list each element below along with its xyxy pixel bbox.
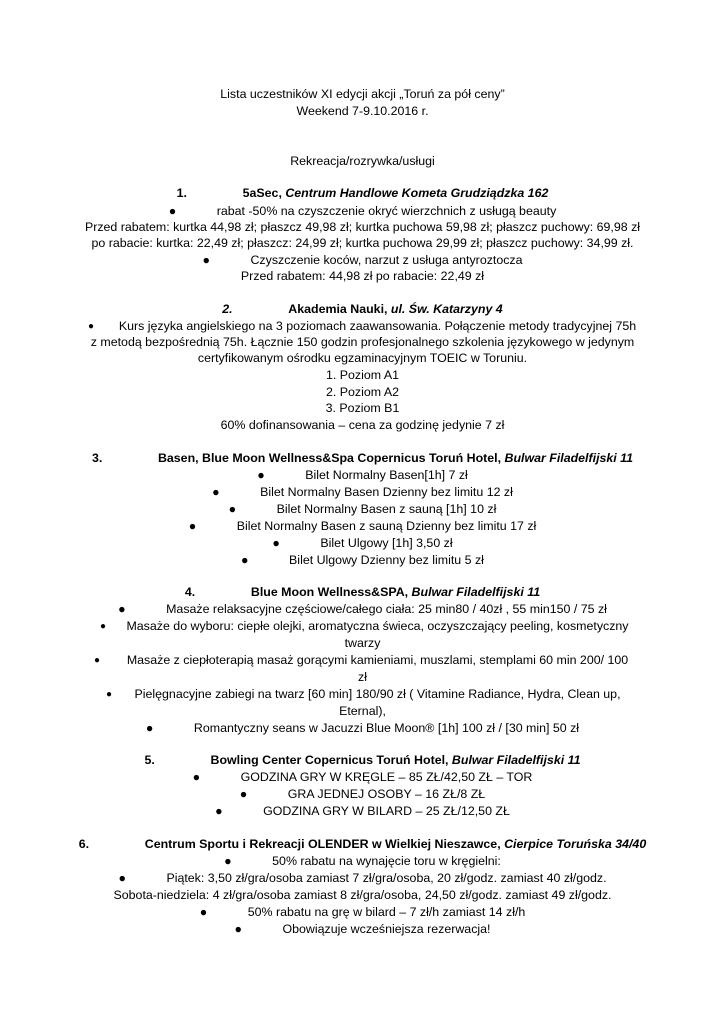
list-item: Masaże do wyboru: ciepłe olejki, aromatyczna świeca, oczyszczający peeling, kosmetyczny (126, 619, 629, 633)
bullet-icon: ● (192, 770, 201, 784)
list-item: ● GODZINA GRY W KRĘGLE – 85 ZŁ/42,50 ZŁ – TOR (192, 770, 533, 784)
text-line: Przed rabatem: kurtka 44,98 zł; płaszcz 49,98 zł; kurtka puchowa 59,98 zł; płaszcz puchowy: 69,98 zł (84, 220, 641, 234)
level-item: 3. Poziom B1 (325, 401, 400, 415)
category-heading: Rekreacja/rozrywka/usługi (290, 154, 435, 168)
bullet-icon: ● (215, 804, 223, 818)
text-line: twarzy (344, 636, 381, 650)
text-line: po rabacie: kurtka: 22,49 zł; płaszcz: 24,99 zł; kurtka puchowa 29,99 zł; płaszcz puchowy: 34,99 zł. (91, 236, 634, 250)
text-line: z metodą bezpośrednią 75h. Łącznie 150 godzin profesjonalnego szkolenia językowego w jedynym (90, 335, 635, 349)
bullet-icon: ● (239, 787, 248, 801)
section-1-heading: 1. 5aSec, Centrum Handlowe Kometa Grudziądzka 162 (176, 186, 549, 200)
section-5-heading: 5. Bowling Center Copernicus Toruń Hotel, Bulwar Filadelfijski 11 (144, 753, 581, 767)
text-line: Eternal), (339, 704, 386, 718)
bullet-icon: ● (272, 536, 280, 550)
level-item: 2. Poziom A2 (325, 385, 399, 399)
list-item: ● Obowiązuje wcześniejsza rezerwacja! (234, 922, 491, 936)
list-item: ● Romantyczny seans w Jacuzzi Blue Moon® [1h] 100 zł / [30 min] 50 zł (145, 721, 580, 735)
list-item: ● Bilet Normalny Basen z sauną Dzienny bez limitu 17 zł (188, 519, 537, 533)
bullet-icon: ● (100, 621, 107, 632)
list-item: ● Czyszczenie koców, narzut z usługa antyroztocza (202, 253, 523, 267)
bullet-icon: ● (188, 519, 197, 533)
list-item: ● GODZINA GRY W BILARD – 25 ZŁ/12,50 ZŁ (215, 804, 510, 818)
bullet-icon: ● (168, 204, 177, 218)
section-3-heading: 3. Basen, Blue Moon Wellness&Spa Copernicus Toruń Hotel, Bulwar Filadelfijski 11 (91, 451, 634, 465)
document-title: Lista uczestników XI edycji akcji „Toruń za pół ceny” (220, 87, 505, 101)
bullet-icon: ● (234, 922, 242, 936)
bullet-icon: ● (241, 553, 249, 567)
document-weekend: Weekend 7-9.10.2016 r. (296, 104, 429, 118)
text-line: Sobota-niedziela: 4 zł/gra/osoba zamiast 8 zł/gra/osoba, 24,50 zł/godz. zamiast 49 zł/godz. (113, 888, 612, 902)
section-4-heading: 4. Blue Moon Wellness&SPA, Bulwar Filadelfijski 11 (184, 585, 541, 599)
list-item: ● Bilet Ulgowy [1h] 3,50 zł (272, 536, 453, 550)
bullet-icon: ● (94, 655, 101, 666)
section-2-heading: 2. Akademia Nauki, ul. Św. Katarzyny 4 (222, 302, 503, 316)
section-6-heading: 6. Centrum Sportu i Rekreacji OLENDER w Wielkiej Nieszawce, Cierpice Toruńska 34/40 (78, 837, 647, 851)
bullet-icon: ● (257, 468, 265, 482)
list-item: ● Piątek: 3,50 zł/gra/osoba zamiast 7 zł/gra/osoba, 20 zł/godz. zamiast 40 zł/godz. (118, 871, 607, 885)
list-item: ● Bilet Ulgowy Dzienny bez limitu 5 zł (241, 553, 484, 567)
list-item: Kurs języka angielskiego na 3 poziomach zaawansowania. Połączenie metody tradycyjnej 75h (118, 319, 637, 333)
level-item: 1. Poziom A1 (325, 368, 399, 382)
text-line: Przed rabatem: 44,98 zł po rabacie: 22,49 zł (240, 269, 485, 283)
bullet-icon: ● (88, 321, 95, 332)
list-item: ● Bilet Normalny Basen z sauną [1h] 10 zł (228, 502, 497, 516)
list-item: ● Bilet Normalny Basen[1h] 7 zł (257, 468, 468, 482)
text-line: zł (358, 670, 367, 684)
list-item: ● GRA JEDNEJ OSOBY – 16 ZŁ/8 ZŁ (239, 787, 486, 801)
bullet-icon: ● (106, 689, 113, 700)
text-line: certyfikowanym ośrodku egzaminacyjnym TOEIC w Toruniu. (197, 351, 528, 365)
list-item: Masaże z ciepłoterapią masaż gorącymi kamieniami, muszlami, stemplami 60 min 200/ 100 (126, 653, 629, 667)
bullet-icon: ● (118, 871, 126, 885)
list-item: ● 50% rabatu na grę w bilard – 7 zł/h zamiast 14 zł/h (199, 905, 526, 919)
list-item: ● Masaże relaksacyjne częściowe/całego ciała: 25 min80 / 40zł , 55 min150 / 75 zł (118, 602, 607, 616)
bullet-icon: ● (202, 253, 210, 267)
list-item: ● rabat -50% na czyszczenie okryć wierzchnich z usługą beauty (168, 204, 557, 218)
list-item: ● Bilet Normalny Basen Dzienny bez limitu 12 zł (212, 485, 513, 499)
bullet-icon: ● (199, 905, 208, 919)
bullet-icon: ● (118, 602, 126, 616)
bullet-icon: ● (224, 854, 232, 868)
list-item: Pielęgnacyjne zabiegi na twarz [60 min] 180/90 zł ( Vitamine Radiance, Hydra, Clean up, (134, 687, 621, 701)
bullet-icon: ● (145, 721, 154, 735)
text-line: 60% dofinansowania – cena za godzinę jedynie 7 zł (220, 418, 505, 432)
bullet-icon: ● (212, 485, 220, 499)
list-item: ● 50% rabatu na wynajęcie toru w kręgielni: (224, 854, 501, 868)
bullet-icon: ● (228, 502, 237, 516)
